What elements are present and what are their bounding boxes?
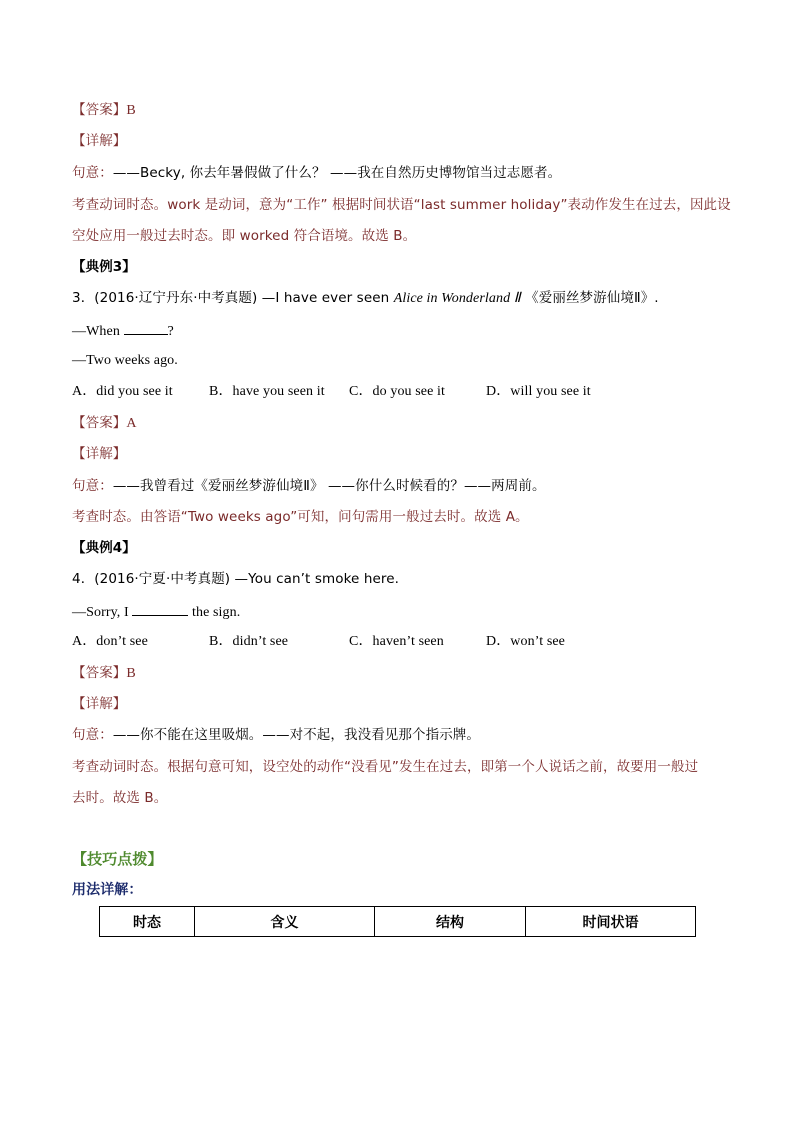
table-header-meaning: 含义 xyxy=(195,907,375,937)
usage-table xyxy=(99,906,696,937)
ex4-explain-line1: 考查动词时态。根据句意可知，设空处的动作“没看见”发生在过去，即第一个人说话之前，故要用一般过 xyxy=(72,759,699,775)
table-header-row xyxy=(100,907,696,937)
dialog-text: —Sorry, I xyxy=(72,605,133,620)
answer-value: B xyxy=(126,103,136,118)
option-d: D．will you see it xyxy=(486,384,591,399)
option-a: A．don’t see xyxy=(72,634,148,649)
meaning-text: ——你不能在这里吸烟。——对不起，我没看见那个指示牌。 xyxy=(112,727,481,743)
table-header-tense: 时态 xyxy=(100,907,195,937)
ex3-heading: 【典例3】 xyxy=(72,259,136,275)
ex2-detail-label: 【详解】 xyxy=(72,133,127,149)
dialog-text: —When xyxy=(72,324,124,339)
question-prefix: 3．(2016·辽宁丹东·中考真题) —I have ever seen xyxy=(72,290,394,306)
answer-label: 【答案】 xyxy=(72,665,127,681)
ex2-explain-line2: 空处应用一般过去时态。即 worked 符合语境。故选 B。 xyxy=(72,228,417,244)
dialog-text: ? xyxy=(167,324,174,339)
option-d: D．won’t see xyxy=(486,634,565,649)
ex4-dialog1 xyxy=(72,601,240,622)
ex4-question: 4．(2016·宁夏·中考真题) —You can’t smoke here. xyxy=(72,571,400,587)
tips-heading: 【技巧点拨】 xyxy=(72,850,163,868)
meaning-label: 句意： xyxy=(72,165,113,181)
ex3-answer xyxy=(72,414,137,433)
table-header-time-adverbial: 时间状语 xyxy=(526,907,696,937)
dialog-text: the sign. xyxy=(188,605,241,620)
meaning-label: 句意： xyxy=(72,727,113,743)
answer-label: 【答案】 xyxy=(72,102,127,118)
ex2-meaning xyxy=(72,164,561,182)
meaning-text: ——Becky, 你去年暑假做了什么？ ——我在自然历史博物馆当过志愿者。 xyxy=(112,165,562,181)
ex2-explain-line1: 考查动词时态。work 是动词，意为“工作” 根据时间状语“last summer holiday”表动作发生在过去，因此设 xyxy=(72,197,731,213)
answer-blank xyxy=(124,320,168,335)
question-title: Alice in Wonderland Ⅱ xyxy=(393,291,521,306)
tips-subheading: 用法详解： xyxy=(72,882,143,898)
ex4-meaning xyxy=(72,726,480,744)
answer-value: B xyxy=(126,666,136,681)
ex3-detail-label: 【详解】 xyxy=(72,446,127,462)
ex3-dialog1 xyxy=(72,320,174,341)
ex3-meaning xyxy=(72,477,546,495)
ex3-dialog2: —Two weeks ago. xyxy=(72,353,178,368)
ex2-answer xyxy=(72,101,136,120)
option-b: B．didn’t see xyxy=(209,634,289,649)
option-a: A．did you see it xyxy=(72,384,173,399)
meaning-label: 句意： xyxy=(72,478,113,494)
ex4-answer xyxy=(72,664,136,683)
ex3-explain: 考查时态。由答语“Two weeks ago”可知，问句需用一般过去时。故选 A。 xyxy=(72,509,529,525)
ex4-detail-label: 【详解】 xyxy=(72,696,127,712)
option-b: B．have you seen it xyxy=(209,384,325,399)
ex4-heading: 【典例4】 xyxy=(72,540,136,556)
table-header-structure: 结构 xyxy=(375,907,526,937)
answer-blank xyxy=(132,601,188,616)
option-c: C．do you see it xyxy=(349,384,445,399)
ex3-question xyxy=(72,289,659,308)
answer-value: A xyxy=(126,416,137,431)
answer-label: 【答案】 xyxy=(72,415,127,431)
option-c: C．haven’t seen xyxy=(349,634,444,649)
ex4-explain-line2: 去时。故选 B。 xyxy=(72,790,168,806)
question-suffix: 《爱丽丝梦游仙境Ⅱ》. xyxy=(520,290,659,306)
meaning-text: ——我曾看过《爱丽丝梦游仙境Ⅱ》 ——你什么时候看的？——两周前。 xyxy=(112,478,546,494)
